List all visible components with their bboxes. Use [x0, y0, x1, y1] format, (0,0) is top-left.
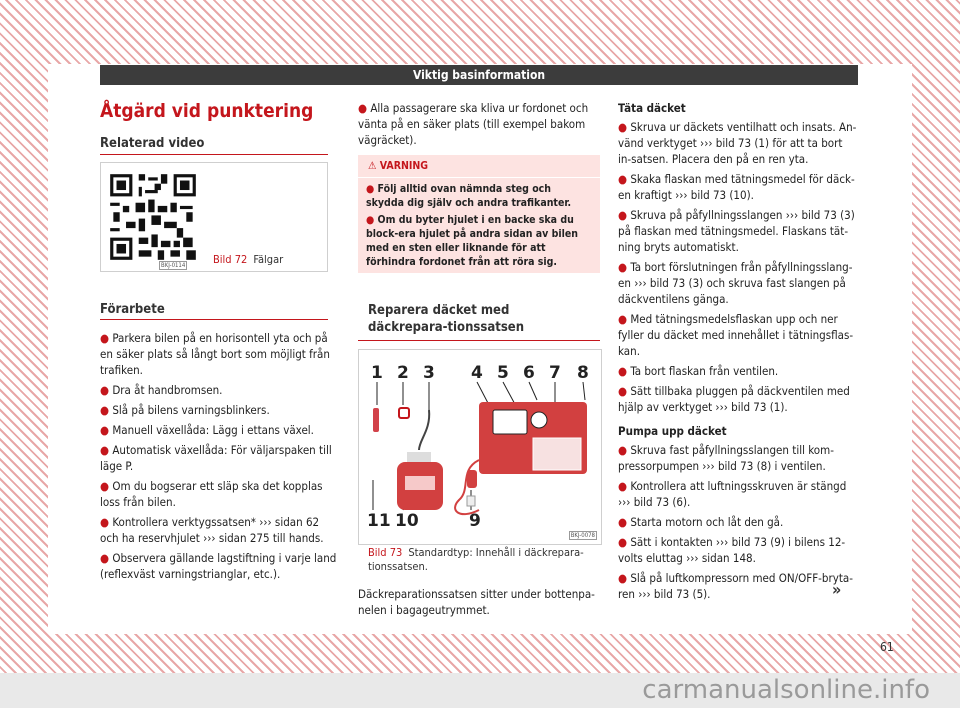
label-6: 6: [523, 363, 535, 383]
outro-paragraph: Däckreparationssatsen sitter under bottenpa-nelen i bagageutrymmet.: [358, 587, 595, 617]
label-3: 3: [423, 363, 435, 383]
qr-code-icon[interactable]: [107, 171, 199, 263]
warning-triangle-icon: ⚠: [368, 160, 377, 172]
list-item: ● Kontrollera verktygssatsen* ››› sidan 62 och ha reservhjulet ››› sidan 275 till hands.: [100, 515, 324, 545]
divider: [358, 340, 600, 341]
divider: [100, 319, 328, 320]
list-item: ● Sätt i kontakten ››› bild 73 (9) i bilens 12-volts eluttag ››› sidan 148.: [618, 535, 846, 565]
chapter-header: Viktig basinformation: [100, 65, 858, 85]
label-5: 5: [497, 363, 509, 383]
caption-text: Standardtyp: Innehåll i däckrepara-tionssatsen.: [368, 546, 584, 573]
caption-text: Fälgar: [253, 253, 284, 266]
column-three: [618, 100, 858, 606]
watermark: carmanualsonline.info: [642, 675, 930, 705]
page-title: Åtgärd vid punktering: [100, 100, 314, 122]
label-7: 7: [549, 363, 561, 383]
section-heading: Reparera däcket med däckrepara-tionssatsen: [368, 303, 525, 335]
figure-tag: BKJ-0078: [570, 532, 595, 539]
list-item: ● Manuell växellåda: Lägg i ettans växel.: [100, 423, 314, 437]
list-item: ● Parkera bilen på en horisontell yta och på en säker plats så långt bort som möjligt från trafiken.: [100, 331, 330, 377]
list-item: ● Skruva på påfyllningsslangen ››› bild 73 (3) på flaskan med tätningsmedel. Flaskans tät-ning bryts automatiskt.: [618, 208, 855, 254]
list-item: ● Skruva fast påfyllningsslangen till kom-pressorpumpen ››› bild 73 (8) i ventilen.: [618, 443, 834, 473]
label-10: 10: [395, 511, 419, 531]
related-video-heading: Relaterad video: [100, 136, 205, 151]
list-item: ● Ta bort förslutningen från påfyllningsslang-en ››› bild 73 (3) och skruva fast slangen på däckventilens gänga.: [618, 260, 853, 306]
list-item: ● Slå på bilens varningsblinkers.: [100, 403, 270, 417]
list-item: ● Kontrollera att luftningsskruven är stängd ››› bild 73 (6).: [618, 479, 847, 509]
forarbete-heading: Förarbete: [100, 302, 165, 317]
label-2: 2: [397, 363, 409, 383]
intro-paragraph: ● Alla passagerare ska kliva ur fordonet och vänta på en säker plats (till exempel bakom vägräcket).: [358, 101, 589, 147]
warning-box: [358, 155, 600, 273]
list-item: ● Sätt tillbaka pluggen på däckventilen med hjälp av verktyget ››› bild 73 (1).: [618, 384, 850, 414]
list-item: ● Dra åt handbromsen.: [100, 383, 223, 397]
list-item: ● Slå på luftkompressorn med ON/OFF-bryta-ren ››› bild 73 (5).: [618, 571, 853, 601]
list-item: ● Om du bogserar ett släp ska det kopplas loss från bilen.: [100, 479, 323, 509]
section-heading: Täta däcket: [618, 101, 686, 115]
video-caption: [213, 253, 283, 266]
caption-number: Bild 72: [213, 253, 248, 266]
list-item: ● Med tätningsmedelsflaskan upp och ner fyller du däcket med innehållet i tätningsflas-kan.: [618, 312, 854, 358]
warning-header: [358, 155, 600, 178]
label-8: 8: [577, 363, 589, 383]
section-heading: Pumpa upp däcket: [618, 424, 727, 438]
warning-label: VARNING: [379, 160, 429, 172]
label-4: 4: [471, 363, 483, 383]
forarbete-list: [100, 330, 340, 586]
list-item: ● Starta motorn och låt den gå.: [618, 515, 784, 529]
list-item: ● Ta bort flaskan från ventilen.: [618, 364, 779, 378]
figure-73: [358, 349, 602, 545]
label-11: 11: [367, 511, 391, 531]
list-item: ● Skaka flaskan med tätningsmedel för däck-en kraftigt ››› bild 73 (10).: [618, 172, 855, 202]
figure-caption: [368, 546, 598, 574]
caption-number: Bild 73: [368, 546, 403, 559]
warning-item: ● Följ alltid ovan nämnda steg och skydda dig själv och andra trafikanter.: [366, 183, 572, 209]
label-1: 1: [371, 363, 383, 383]
warning-item: ● Om du byter hjulet i en backe ska du block-era hjulet på andra sidan av bilen med en sten eller liknande för att förhindra fordonet från att röra sig.: [366, 214, 578, 268]
repair-kit-illustration: [359, 350, 601, 544]
video-box[interactable]: [100, 162, 328, 272]
continue-arrow-icon: »: [832, 580, 842, 599]
list-item: ● Observera gällande lagstiftning i varje land (reflexväst varningstrianglar, etc.).: [100, 551, 337, 581]
page-number: 61: [880, 640, 894, 654]
list-item: ● Skruva ur däckets ventilhatt och insats. An-vänd verktyget ››› bild 73 (1) för att ta bort in-satsen. Placera den på en ren yta.: [618, 120, 857, 166]
label-9: 9: [469, 511, 481, 531]
divider: [100, 154, 328, 155]
video-tag: BKJ-0114: [161, 262, 186, 269]
list-item: ● Automatisk växellåda: För väljarspaken till läge P.: [100, 443, 332, 473]
